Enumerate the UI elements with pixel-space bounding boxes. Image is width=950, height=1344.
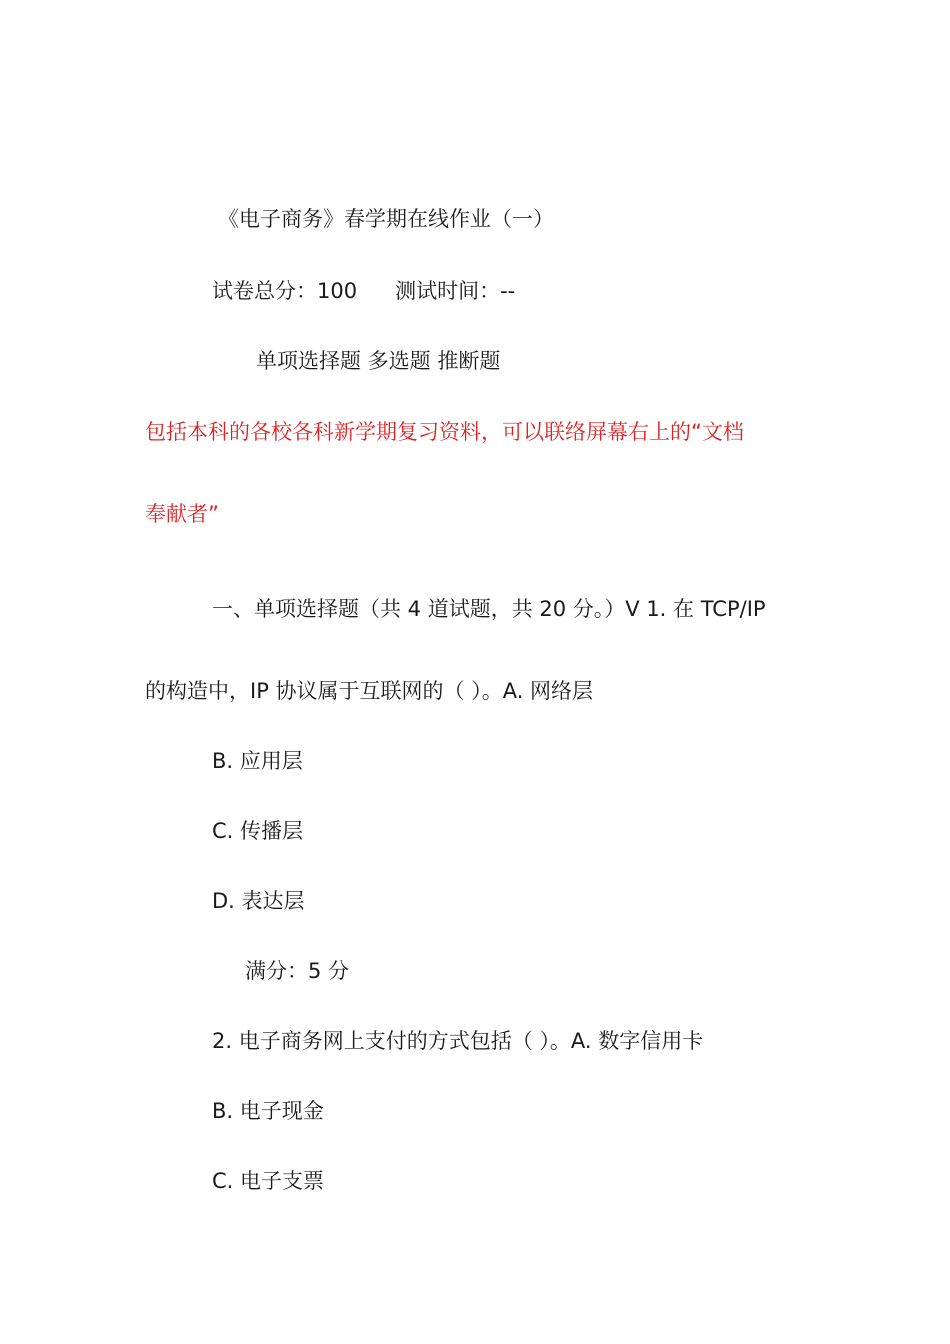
test-time: 测试时间：-- <box>395 279 516 303</box>
section-heading-question-1: 一、单项选择题（共 4 道试题，共 20 分。）V 1. 在 TCP/IP <box>212 597 766 621</box>
question-types: 单项选择题 多选题 推断题 <box>256 349 501 373</box>
question-2-option-c: C. 电子支票 <box>212 1169 325 1193</box>
question-1-option-c: C. 传播层 <box>212 819 304 843</box>
question-1-stem: 的构造中，IP 协议属于互联网的（ ）。A. 网络层 <box>145 679 594 703</box>
question-1-option-b: B. 应用层 <box>212 749 303 773</box>
question-2-option-b: B. 电子现金 <box>212 1099 324 1123</box>
exam-meta <box>212 277 515 305</box>
promo-text-line-2: 奉献者” <box>145 502 219 526</box>
question-1-option-d: D. 表达层 <box>212 889 305 913</box>
promo-text-line-1: 包括本科的各校各科新学期复习资料，可以联络屏幕右上的“文档 <box>145 420 744 444</box>
question-1-score: 满分：5 分 <box>245 959 350 983</box>
total-score: 试卷总分：100 <box>212 279 358 303</box>
page-title: 《电子商务》春学期在线作业（一） <box>218 207 554 231</box>
question-2-stem: 2. 电子商务网上支付的方式包括（ ）。A. 数字信用卡 <box>212 1029 704 1053</box>
